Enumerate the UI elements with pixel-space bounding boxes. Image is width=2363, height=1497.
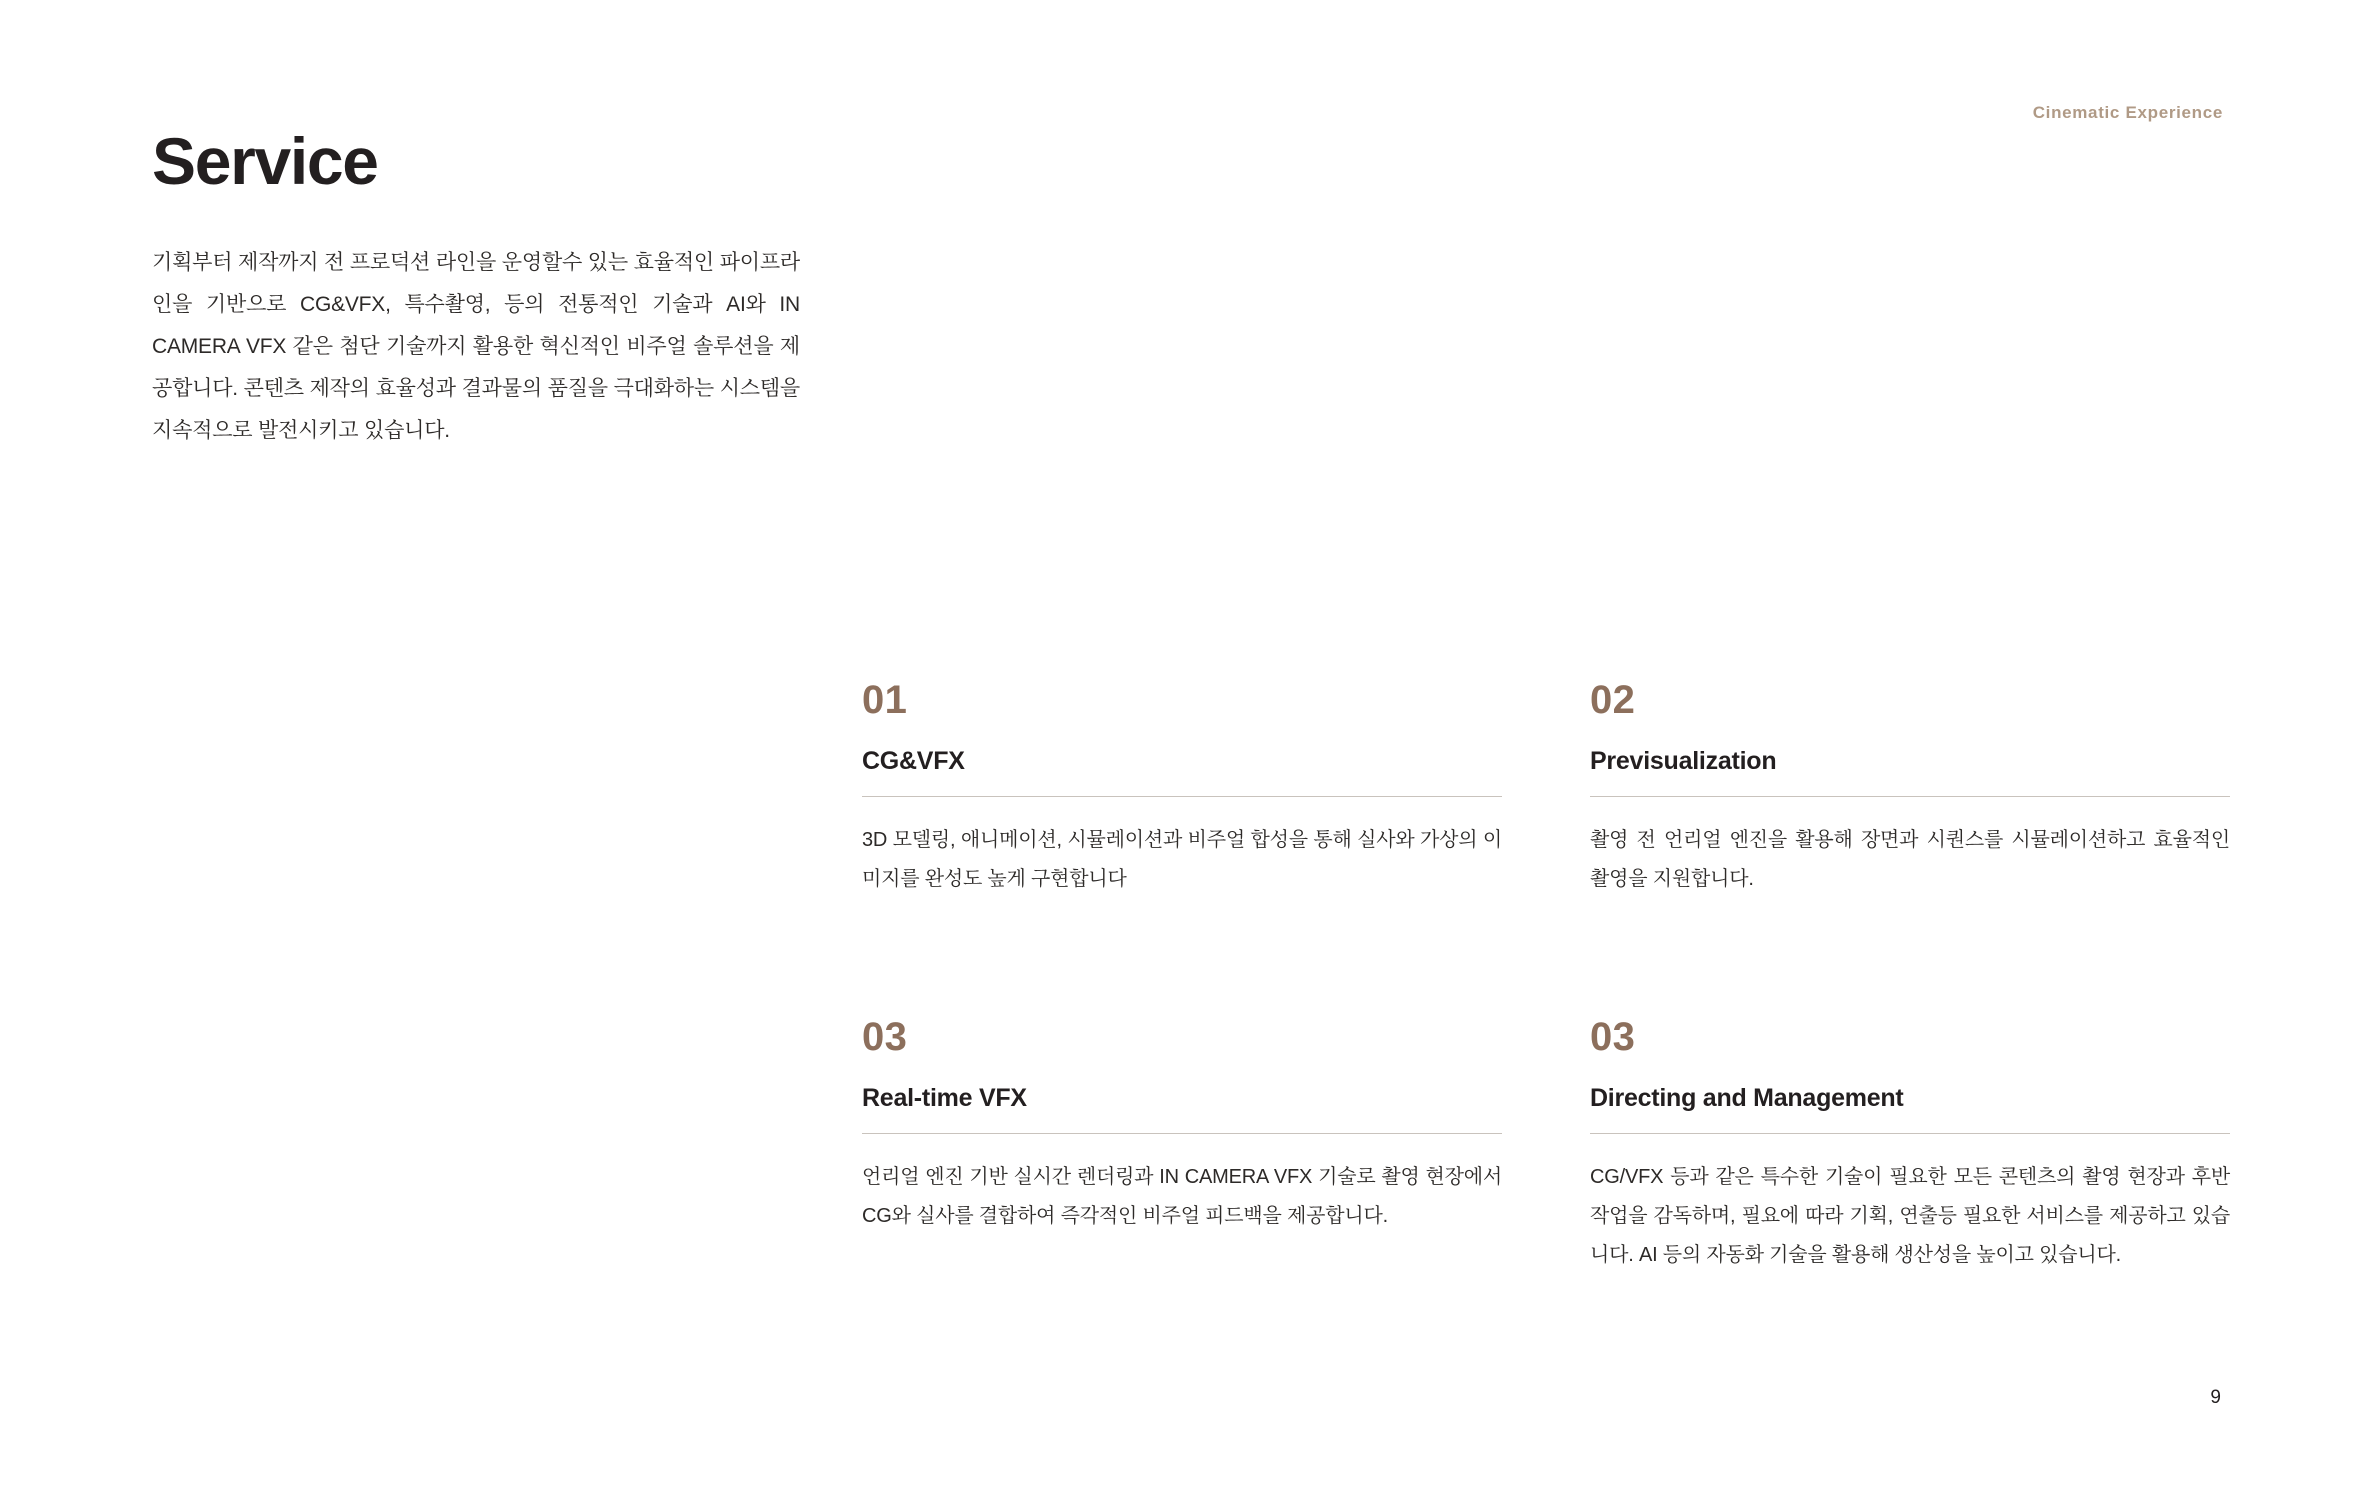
- divider: [862, 1133, 1502, 1134]
- service-description: 3D 모델링, 애니메이션, 시뮬레이션과 비주얼 합성을 통해 실사와 가상의 이미지를 완성도 높게 구현합니다: [862, 829, 1502, 890]
- service-description: 언리얼 엔진 기반 실시간 렌더링과 IN CAMERA VFX 기술로 촬영 현장에서 CG와 실사를 결합하여 즉각적인 비주얼 피드백을 제공합니다.: [862, 1166, 1502, 1227]
- divider: [1590, 1133, 2230, 1134]
- divider: [862, 796, 1502, 797]
- service-card: [1590, 1017, 2230, 1275]
- service-title: Previsualization: [1590, 747, 1777, 775]
- service-card: [1590, 680, 2230, 899]
- service-card: [862, 680, 1502, 899]
- page-title: Service: [152, 124, 378, 198]
- divider: [1590, 796, 2230, 797]
- intro-block: [152, 124, 812, 452]
- service-title: Real-time VFX: [862, 1084, 1027, 1112]
- service-title: Directing and Management: [1590, 1084, 1904, 1112]
- service-number: 01: [862, 678, 908, 722]
- page-number: 9: [2210, 1387, 2221, 1408]
- service-number: 02: [1590, 678, 1636, 722]
- service-description: CG/VFX 등과 같은 특수한 기술이 필요한 모든 콘텐츠의 촬영 현장과 후반 작업을 감독하며, 필요에 따라 기획, 연출등 필요한 서비스를 제공하고 있습니다. AI 등의 자동화 기술을 활용해 생산성을 높이고 있습니다.: [1590, 1166, 2230, 1266]
- intro-paragraph: 기획부터 제작까지 전 프로덕션 라인을 운영할수 있는 효율적인 파이프라인을 기반으로 CG&VFX, 특수촬영, 등의 전통적인 기술과 AI와 IN CAMERA VFX 같은 첨단 기술까지 활용한 혁신적인 비주얼 솔루션을 제공합니다. 콘텐츠 제작의 효율성과 결과물의 품질을 극대화하는 시스템을 지속적으로 발전시키고 있습니다.: [152, 251, 800, 442]
- service-number: 03: [1590, 1015, 1636, 1059]
- service-description: 촬영 전 언리얼 엔진을 활용해 장면과 시퀀스를 시뮬레이션하고 효율적인 촬영을 지원합니다.: [1590, 829, 2230, 890]
- service-card: [862, 1017, 1502, 1275]
- service-title: CG&VFX: [862, 747, 965, 775]
- service-grid: [862, 680, 2230, 1275]
- header-eyebrow: Cinematic Experience: [2032, 103, 2223, 122]
- service-number: 03: [862, 1015, 908, 1059]
